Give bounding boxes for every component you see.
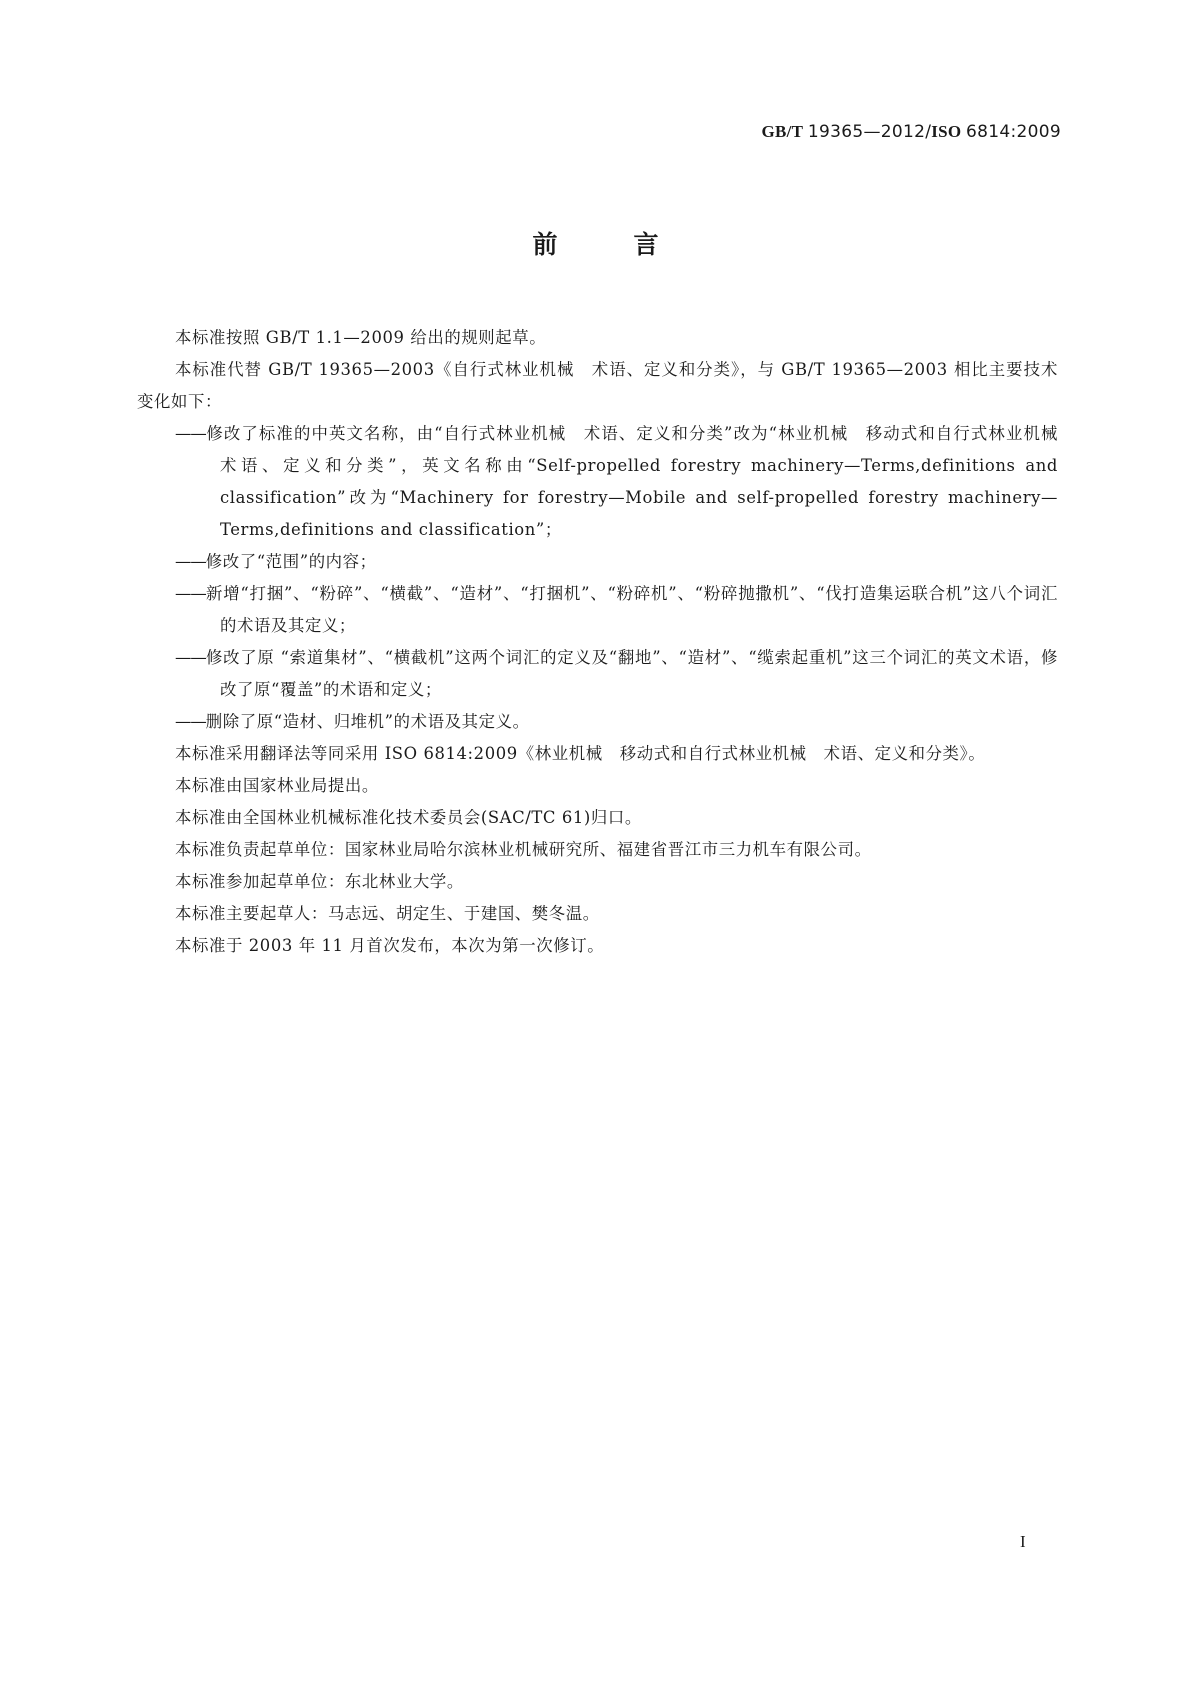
list-item xyxy=(137,546,1058,578)
list-item xyxy=(137,642,1058,706)
list-item-text: 修改了原 “索道集材”、“横截机”这两个词汇的定义及“翻地”、“造材”、“缆索起重机”这三个词汇的英文术语，修改了原“覆盖”的术语和定义； xyxy=(205,648,1058,699)
paragraph-proposed-by: 本标准由国家林业局提出。 xyxy=(175,776,379,795)
paragraph-drafting-units: 本标准负责起草单位：国家林业局哈尔滨林业机械研究所、福建省晋江市三力机车有限公司。 xyxy=(175,840,872,859)
paragraph-adoption: 本标准采用翻译法等同采用 ISO 6814:2009《林业机械 移动式和自行式林业机械 术语、定义和分类》。 xyxy=(175,744,986,763)
list-dash: —— xyxy=(175,552,206,571)
changes-list xyxy=(137,418,1075,738)
list-dash: —— xyxy=(175,648,206,667)
list-item-text: 新增“打捆”、“粉碎”、“横截”、“造材”、“打捆机”、“粉碎机”、“粉碎抛撒机”、“伐打造集运联合机”这八个词汇的术语及其定义； xyxy=(205,584,1058,635)
page-number: I xyxy=(1020,1532,1026,1551)
paragraph-drafters: 本标准主要起草人：马志远、胡定生、于建国、樊冬温。 xyxy=(175,904,600,923)
list-item-text: 删除了原“造材、归堆机”的术语及其定义。 xyxy=(205,712,530,731)
list-item-text: 修改了“范围”的内容； xyxy=(205,552,377,571)
iso-number: 6814:2009 xyxy=(966,122,1061,142)
title-char-1: 前 xyxy=(532,230,558,259)
list-item xyxy=(137,706,1058,738)
list-item-text: 修改了标准的中英文名称，由“自行式林业机械 术语、定义和分类”改为“林业机械 移动式和自行式林业机械 术语、定义和分类”，英文名称由“Self-propelled forestry machinery—Terms,definitions and classification”改为“Machinery for forestry—Mobile and self-propelled forestry machinery—Terms,definitions and classification”； xyxy=(205,424,1075,539)
foreword-body xyxy=(137,322,1075,962)
list-dash: —— xyxy=(175,712,206,731)
list-item xyxy=(137,578,1058,642)
paragraph-drafting-rules: 本标准按照 GB/T 1.1—2009 给出的规则起草。 xyxy=(175,328,547,347)
page-title xyxy=(0,225,1191,261)
standard-prefix: GB/T xyxy=(761,122,804,141)
paragraph-participating-units: 本标准参加起草单位：东北林业大学。 xyxy=(175,872,464,891)
list-dash: —— xyxy=(175,424,206,443)
paragraph-centralized-by: 本标准由全国林业机械标准化技术委员会(SAC/TC 61)归口。 xyxy=(175,808,642,827)
list-item xyxy=(137,418,1075,546)
list-dash: —— xyxy=(175,584,206,603)
paragraph-replaces: 本标准代替 GB/T 19365—2003《自行式林业机械 术语、定义和分类》，与 GB/T 19365—2003 相比主要技术变化如下： xyxy=(137,360,1058,411)
standard-number: 19365—2012/ xyxy=(807,122,932,142)
paragraph-release-history: 本标准于 2003 年 11 月首次发布，本次为第一次修订。 xyxy=(175,936,605,955)
title-char-2: 言 xyxy=(633,230,659,259)
iso-prefix: ISO xyxy=(931,122,962,141)
document-header-standard-code xyxy=(762,122,1062,142)
